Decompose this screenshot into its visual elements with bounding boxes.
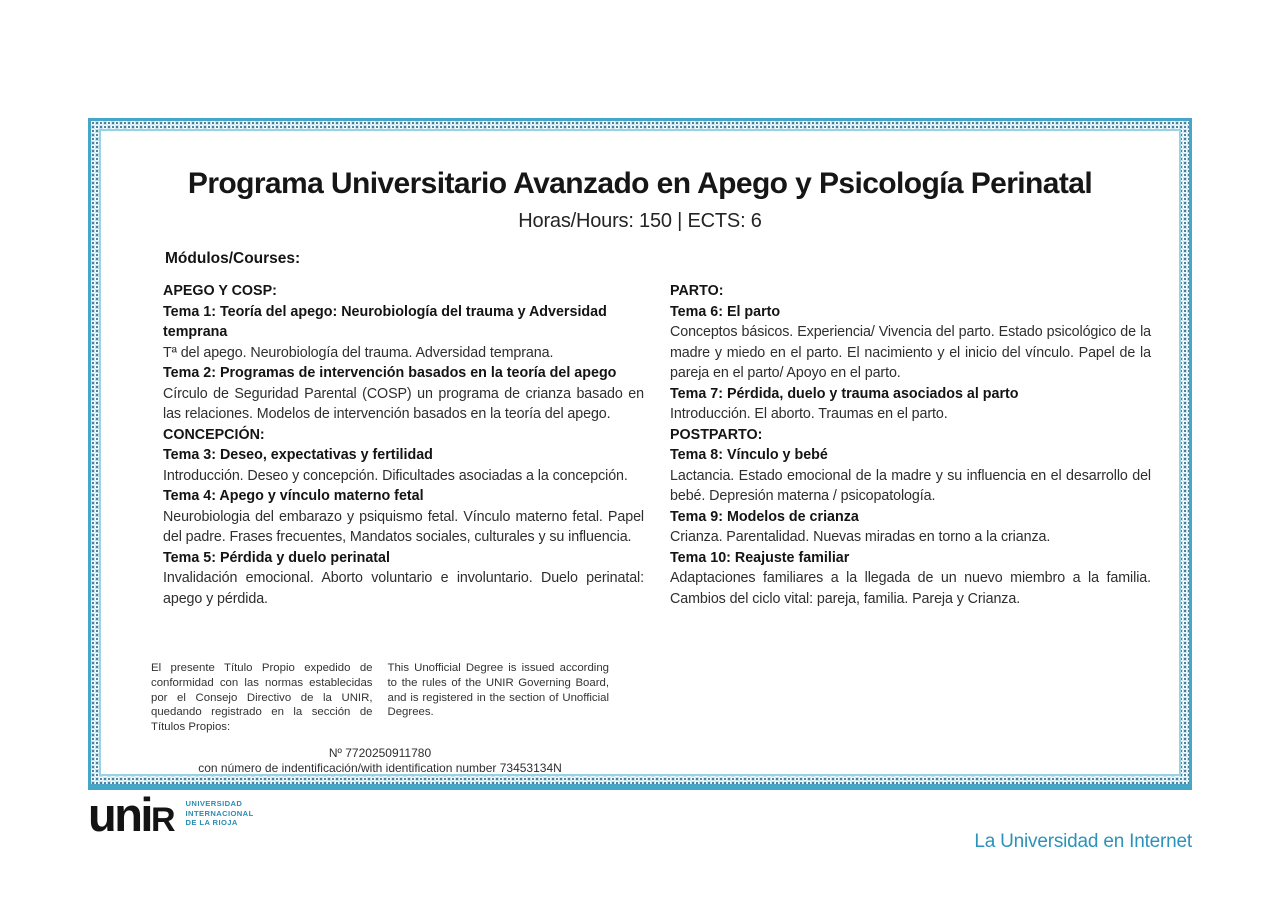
legal-footnote-english: This Unofficial Degree is issued according to the rules of the UNIR Governing Board, and is registered in the section of Unofficial Degrees.	[387, 662, 609, 719]
topic-body-tema5: Invalidación emocional. Aborto voluntario e involuntario. Duelo perinatal: apego y pérdida.	[163, 570, 644, 607]
topic-title-tema8: Tema 8: Vínculo y bebé	[670, 447, 828, 463]
registration-number: Nº 7720250911780	[328, 745, 432, 760]
topic-body-tema10: Adaptaciones familiares a la llegada de un nuevo miembro a la familia. Cambios del ciclo vital: pareja, familia. Pareja y Crianza.	[670, 570, 1151, 607]
program-title: Programa Universitario Avanzado en Apego y Psicología Perinatal	[187, 167, 1093, 200]
topic-title-tema9: Tema 9: Modelos de crianza	[670, 508, 859, 525]
modules-column-right	[670, 281, 1151, 609]
topic-title-tema7: Tema 7: Pérdida, duelo y trauma asociados al parto	[670, 385, 1019, 402]
topic-title-tema3: Tema 3: Deseo, expectativas y fertilidad	[163, 447, 433, 463]
topic-body-tema9: Crianza. Parentalidad. Nuevas miradas en torno a la crianza.	[670, 529, 1051, 545]
topic-body-tema8: Lactancia. Estado emocional de la madre y su influencia en el desarrollo del bebé. Depresión materna / psicopatología.	[670, 467, 1151, 504]
identification-number: con número de indentificación/with identification number 73453134N	[198, 761, 562, 776]
modules-column-left	[163, 281, 644, 609]
registration-numbers	[151, 746, 609, 776]
topic-body-tema3: Introducción. Deseo y concepción. Dificultades asociadas a la concepción.	[163, 467, 628, 484]
topic-body-tema6: Conceptos básicos. Experiencia/ Vivencia del parto. Estado psicológico de la madre y miedo en el parto. El nacimiento y el inicio del vínculo. Papel de la pareja en el parto/ Apoyo en el parto.	[670, 324, 1151, 381]
topic-title-tema10: Tema 10: Reajuste familiar	[670, 549, 850, 566]
decorative-border-pattern	[91, 121, 1189, 784]
unir-logo-r: R	[150, 801, 176, 839]
topic-title-tema1: Tema 1: Teoría del apego: Neurobiología del trauma y Adversidad temprana	[163, 303, 607, 340]
unir-caption-line1: UNIVERSIDAD	[185, 799, 243, 808]
topic-body-tema2: Círculo de Seguridad Parental (COSP) un programa de crianza basado en las relaciones. Modelos de intervención basados en la teoría del apego.	[163, 385, 644, 422]
unir-caption-line2: INTERNACIONAL	[185, 808, 254, 818]
modules-columns	[163, 281, 1151, 609]
topic-title-tema5: Tema 5: Pérdida y duelo perinatal	[163, 549, 390, 566]
topic-title-tema6: Tema 6: El parto	[670, 303, 781, 320]
topic-body-tema4: Neurobiologia del embarazo y psiquismo fetal. Vínculo materno fetal. Papel del padre. Frases frecuentes, Mandatos sociales, culturales y su influencia.	[163, 508, 644, 545]
section-heading-apego-cosp: APEGO Y COSP:	[163, 283, 277, 299]
unir-tagline: La Universidad en Internet	[974, 831, 1192, 852]
section-heading-parto: PARTO:	[670, 283, 724, 299]
modules-courses-label: Módulos/Courses:	[165, 250, 301, 267]
section-heading-concepcion: CONCEPCIÓN:	[163, 426, 265, 443]
legal-footnote	[151, 661, 609, 735]
legal-footnote-spanish: El presente Título Propio expedido de conformidad con las normas establecidas por el Consejo Directivo de la UNIR, quedando registrado en la sección de Títulos Propios:	[151, 662, 373, 734]
unir-caption-line3: DE LA RIOJA	[185, 818, 238, 828]
topic-title-tema4: Tema 4: Apego y vínculo materno fetal	[163, 488, 424, 504]
section-heading-postparto: POSTPARTO:	[670, 426, 763, 443]
certificate-outer-border	[88, 118, 1192, 790]
topic-body-tema1: Tª del apego. Neurobiología del trauma. Adversidad temprana.	[163, 344, 554, 361]
topic-title-tema2: Tema 2: Programas de intervención basados en la teoría del apego	[163, 365, 617, 381]
topic-body-tema7: Introducción. El aborto. Traumas en el parto.	[670, 406, 948, 422]
hours-ects-subtitle: Horas/Hours: 150 | ECTS: 6	[518, 210, 762, 232]
unir-logo-uni: uni	[88, 788, 151, 841]
unir-logo-caption	[186, 799, 254, 828]
certificate-page	[99, 129, 1181, 776]
